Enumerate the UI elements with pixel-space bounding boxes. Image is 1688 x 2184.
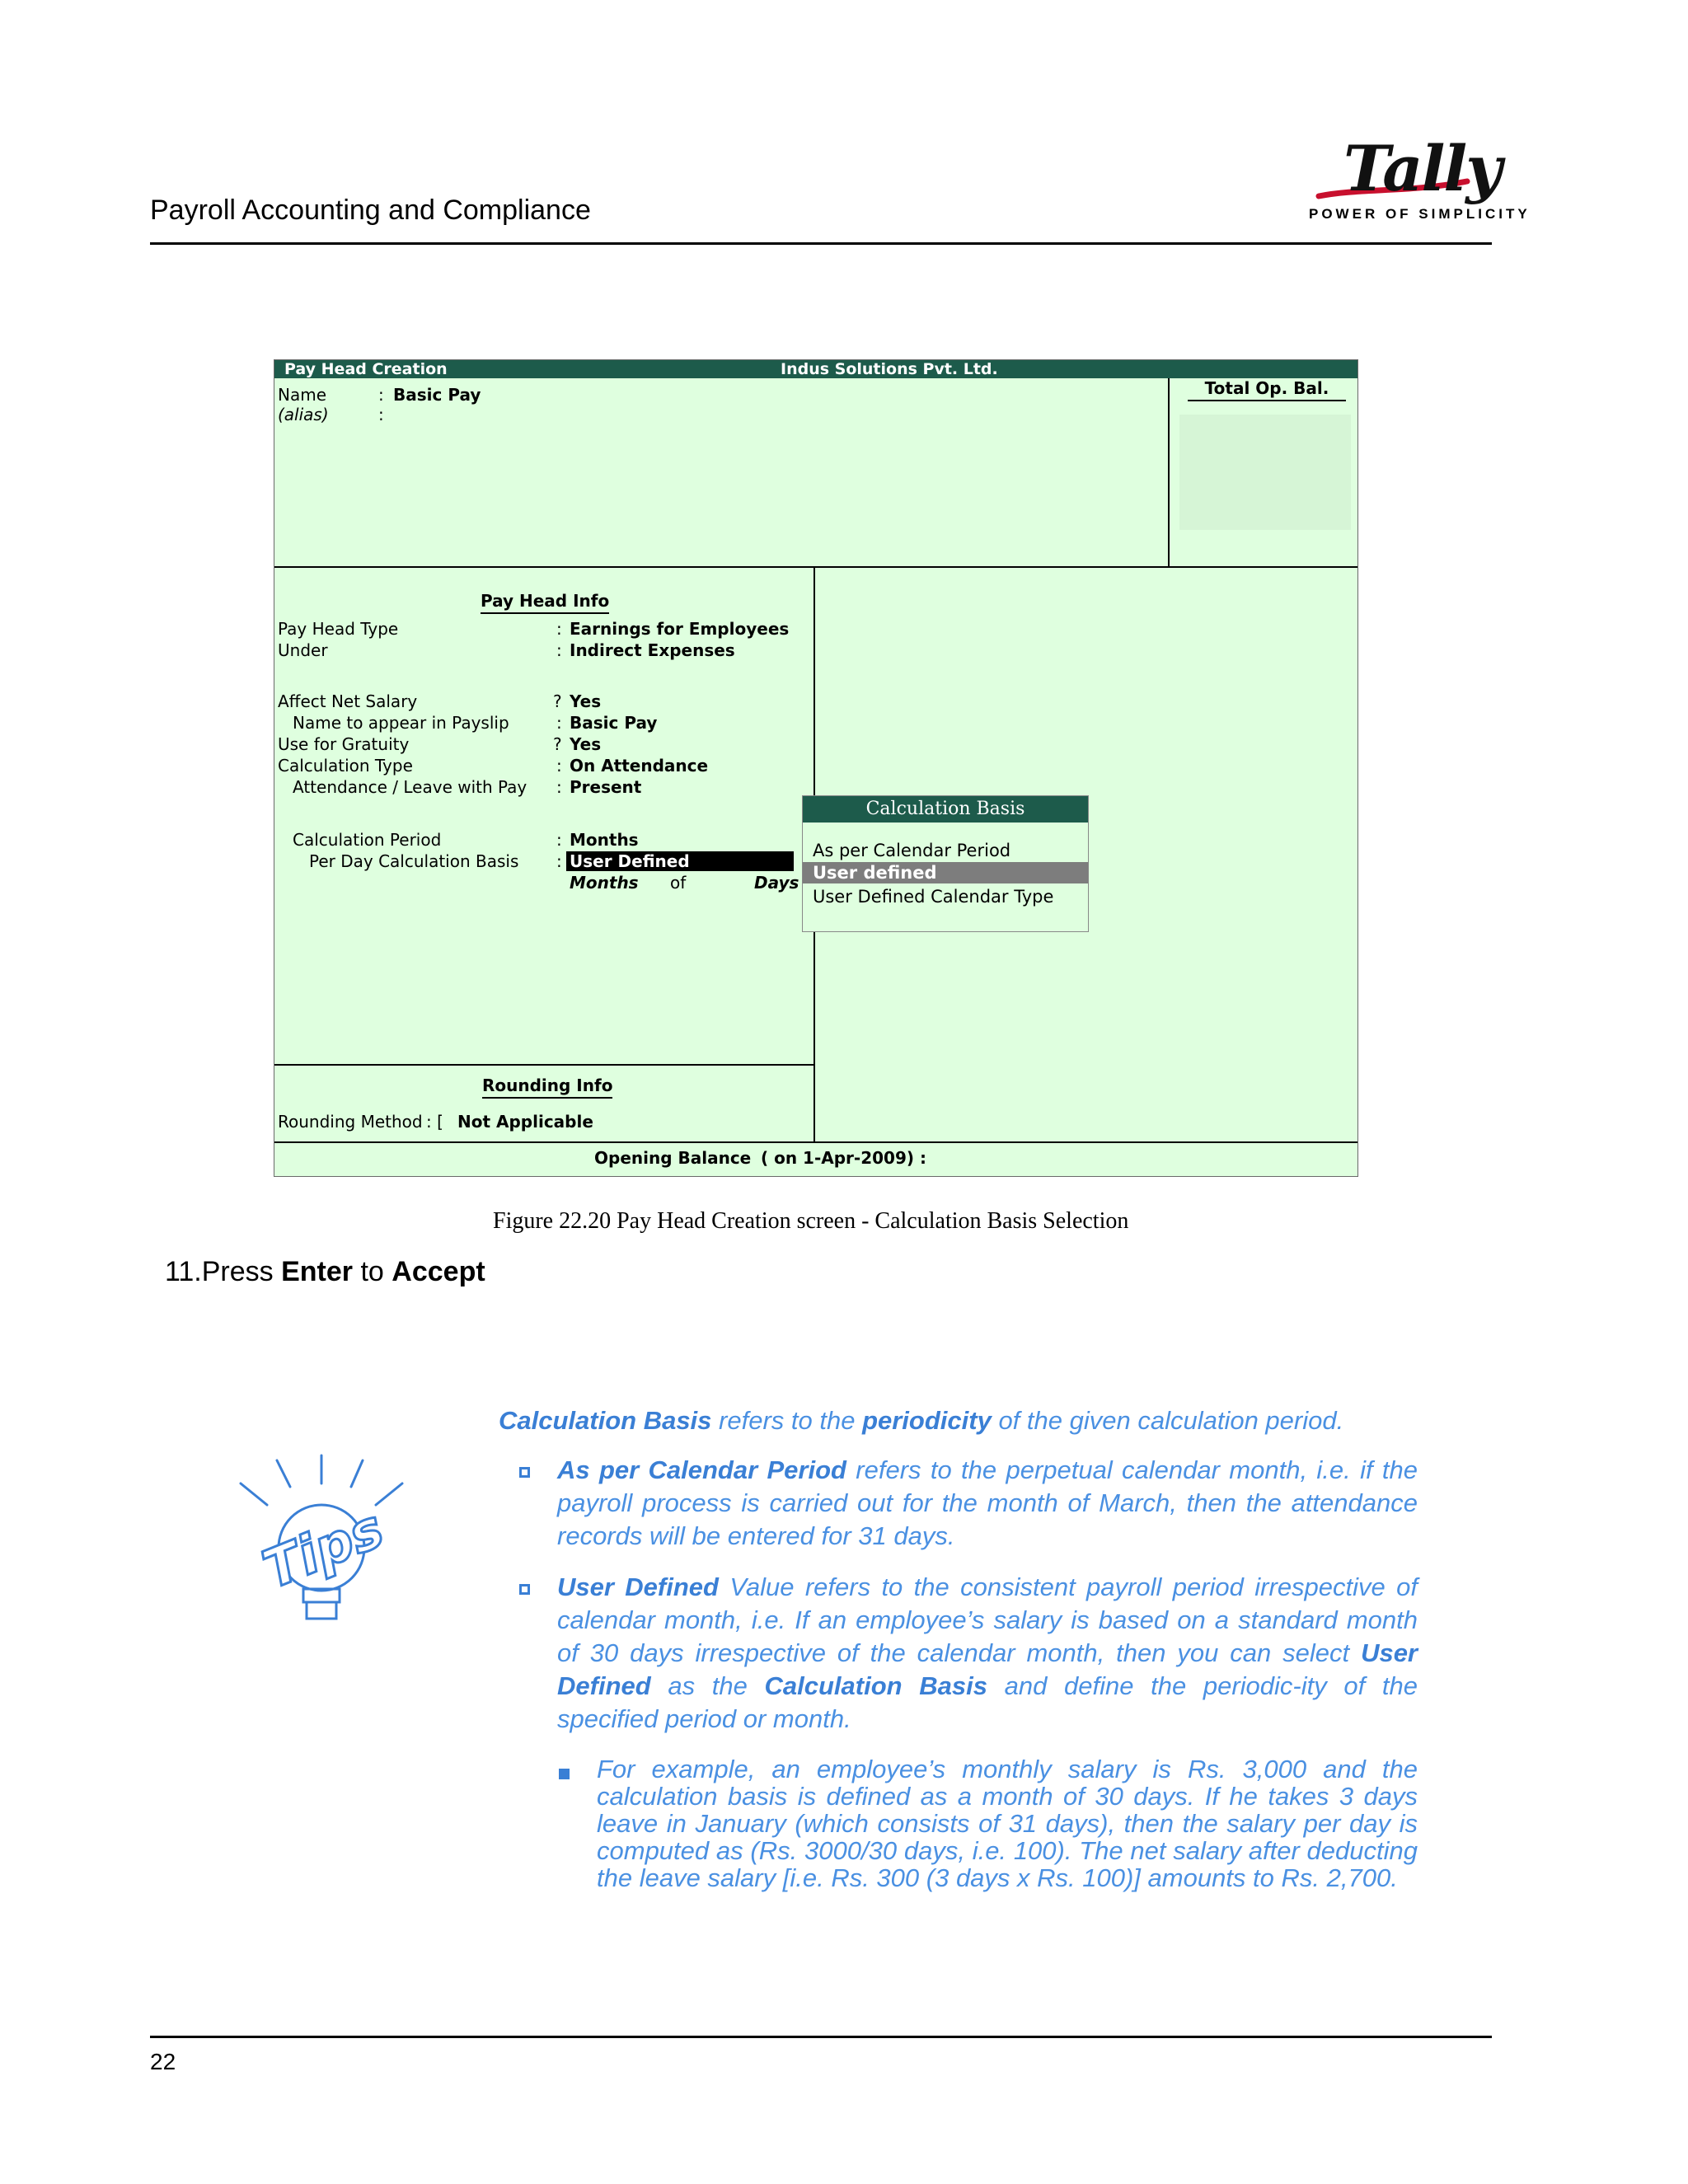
rounding-method-field[interactable]: Not Applicable [457,1112,593,1132]
field-sep: : [556,619,562,639]
opbal-divider [1168,378,1170,566]
field-label: Per Day Calculation Basis [309,851,519,871]
months-label: Months [570,873,639,893]
tips-item-calendar-period [557,1454,1418,1553]
name-label: Name [278,385,327,405]
step-prefix: 11.Press [165,1256,282,1287]
days-label: Days [754,873,799,893]
footer-rule [150,2036,1492,2038]
pay-head-info-heading: Pay Head Info [481,591,609,614]
step-key: Enter [281,1256,354,1287]
tips-text: Value refers to the consistent payroll period irrespective of calendar month, i.e. If an employee’s salary is based on a standard month of 30 days irrespective of the calendar month, then you can select [557,1572,1418,1667]
tips-text: and define the periodic-ity of the specified period or month. [557,1671,1418,1733]
bullet-square-icon [519,1467,530,1478]
step-instruction [165,1256,485,1288]
calculation-basis-popup [802,795,1089,932]
field-sep: ? [553,734,562,754]
bullet-square-icon [519,1584,530,1595]
pay-head-creation-screen [274,359,1358,1177]
tips-icon [231,1447,412,1645]
field-label: Pay Head Type [278,619,399,639]
calculation-type-field[interactable]: On Attendance [570,756,709,776]
payslip-name-field[interactable]: Basic Pay [570,713,658,733]
popup-option-selected[interactable]: User defined [803,862,1088,883]
op-bal-area [1179,415,1351,530]
logo-tagline: POWER OF SIMPLICITY [1309,206,1531,222]
tips-term: User Defined [557,1638,1418,1700]
rounding-info-heading: Rounding Info [482,1076,612,1099]
tips-term: periodicity [862,1406,992,1435]
tips-text: refers to the [711,1406,863,1435]
tips-intro [499,1406,1422,1436]
field-sep: ? [553,691,562,711]
pay-head-type-field[interactable]: Earnings for Employees [570,619,790,639]
figure-caption: Figure 22.20 Pay Head Creation screen - Calculation Basis Selection [493,1208,1129,1234]
tips-item-user-defined [557,1571,1418,1736]
tips-text: as the [650,1671,765,1700]
name-colon: : [378,385,384,405]
bullet-filled-icon [559,1769,570,1779]
popup-option[interactable]: As per Calendar Period [813,841,1011,860]
use-for-gratuity-field[interactable]: Yes [570,734,602,754]
tips-term: Calculation Basis [764,1671,987,1700]
tips-term: User Defined [557,1572,719,1601]
opening-balance-label: Opening Balance [594,1148,752,1168]
popup-title: Calculation Basis [803,796,1088,823]
tips-example: For example, an employee’s monthly salary is Rs. 3,000 and the calculation basis is defined as a month of 30 days. If he takes 3 days leave in January (which consists of 31 days), then the salary per day is computed as (Rs. 3000/30 days, i.e. 100). The net salary after deducting the leave salary [i.e. Rs. 300 (3 days x Rs. 100)] amounts to Rs. 2,700. [597,1755,1418,1892]
field-label: Name to appear in Payslip [293,713,509,733]
tips-term: As per Calendar Period [557,1455,846,1484]
total-op-bal-label: Total Op. Bal. [1188,378,1346,401]
opening-balance-date: ( on 1-Apr-2009) : [761,1148,926,1168]
of-label: of [670,873,687,893]
field-sep: : [556,851,562,871]
tips-text: refers to the perpetual calendar month, i.e. if the payroll process is carried out for the month of March, then the attendance records will be entered for 31 days. [557,1455,1418,1550]
calculation-period-field[interactable]: Months [570,830,639,850]
alias-label: (alias) [278,405,329,424]
per-day-basis-field[interactable]: User Defined [566,851,794,871]
field-sep: : [556,713,562,733]
field-sep: : [556,830,562,850]
field-label: Attendance / Leave with Pay [293,777,528,797]
step-mid: to [353,1256,392,1287]
logo-wordmark: Tally [1343,132,1501,205]
step-action: Accept [392,1256,485,1287]
field-label: Affect Net Salary [278,691,418,711]
opening-divider [274,1141,1357,1143]
tips-text: of the given calculation period. [991,1406,1344,1435]
under-field[interactable]: Indirect Expenses [570,640,735,660]
rounding-sep: : [ [426,1112,443,1132]
field-sep: : [556,777,562,797]
header-rule [150,242,1492,245]
popup-option[interactable]: User Defined Calendar Type [813,887,1054,907]
rounding-divider [274,1064,815,1066]
screen-title: Pay Head Creation [284,360,448,378]
lightbulb-icon [231,1447,412,1645]
svg-text:Tips: Tips [255,1498,392,1601]
tips-term: Calculation Basis [499,1406,712,1435]
field-sep: : [556,756,562,776]
field-label: Use for Gratuity [278,734,410,754]
title-bar [274,360,1357,378]
attendance-field[interactable]: Present [570,777,642,797]
alias-colon: : [378,405,384,424]
affect-net-salary-field[interactable]: Yes [570,691,602,711]
running-header-title: Payroll Accounting and Compliance [150,194,591,226]
page-number: 22 [150,2049,176,2074]
name-field[interactable]: Basic Pay [393,385,481,405]
field-label: Under [278,640,328,660]
field-sep: : [556,640,562,660]
field-label: Calculation Period [293,830,442,850]
section-divider [274,566,1357,568]
company-name: Indus Solutions Pvt. Ltd. [781,360,998,378]
field-label: Calculation Type [278,756,413,776]
rounding-method-label: Rounding Method [278,1112,423,1132]
